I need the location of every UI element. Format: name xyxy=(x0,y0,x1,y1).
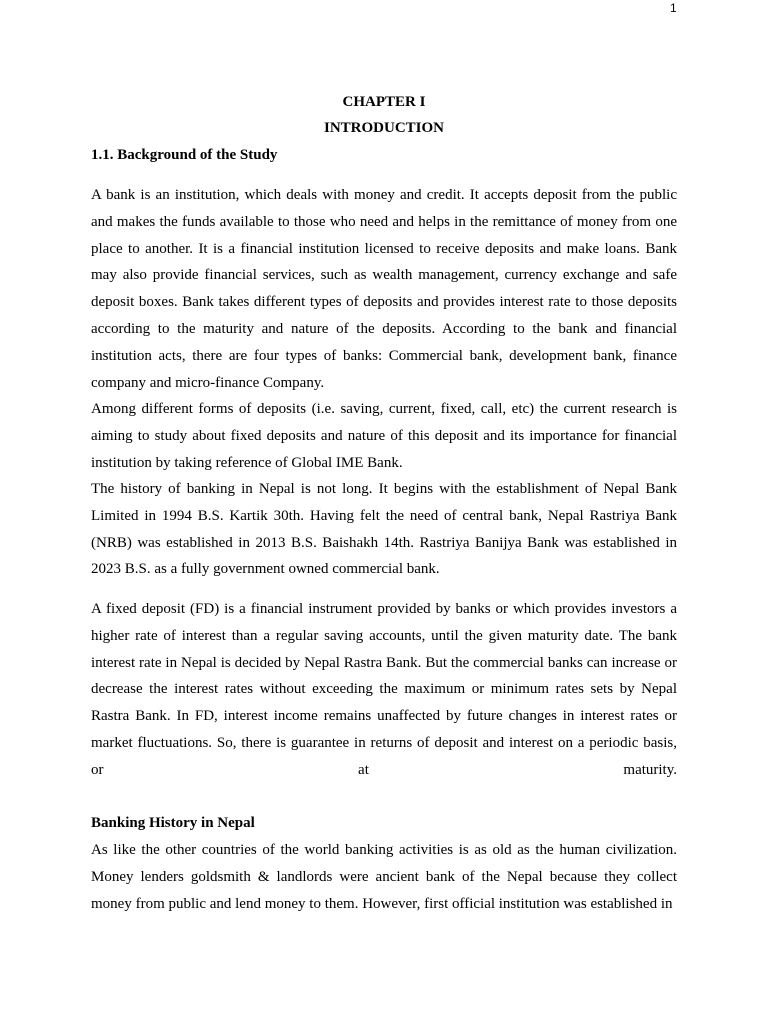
section-heading: 1.1. Background of the Study xyxy=(91,147,278,163)
paragraph-bank-definition: A bank is an institution, which deals with money and credit. It accepts deposit from the public and makes the funds available to those who need and helps in the remittance of money from one place to another. It is a financial institution licensed to receive deposits and make loans. Bank may also provide financial services, such as wealth management, currency exchange and safe deposit boxes. Bank takes different types of deposits and provides interest rate to those deposits according to the maturity and nature of the deposits. According to the bank and financial institution acts, there are four types of banks: Commercial bank, development bank, finance company and micro-finance Company. xyxy=(91,187,677,391)
paragraph-banking-history-overview: The history of banking in Nepal is not long. It begins with the establishment of Nepal Bank Limited in 1994 B.S. Kartik 30th. Having felt the need of central bank, Nepal Rastriya Bank (NRB) was established in 2013 B.S. Baishakh 14th. Rastriya Banijya Bank was established in 2023 B.S. as a fully government owned commercial bank. xyxy=(91,481,677,578)
paragraph-deposit-forms: Among different forms of deposits (i.e. saving, current, fixed, call, etc) the current research is aiming to study about fixed deposits and nature of this deposit and its importance for financial institution by taking reference of Global IME Bank. xyxy=(91,401,677,471)
page-number: 1 xyxy=(670,1,677,15)
banking-history-heading: Banking History in Nepal xyxy=(91,815,255,831)
chapter-title: INTRODUCTION xyxy=(323,120,444,136)
chapter-label: CHAPTER I xyxy=(342,94,426,110)
paragraph-fixed-deposit: A fixed deposit (FD) is a financial instrument provided by banks or which provides investors a higher rate of interest than a regular saving accounts, until the given maturity date. The bank interest rate in Nepal is decided by Nepal Rastra Bank. But the commercial banks can increase or decrease the interest rates without exceeding the maximum or minimum rates sets by Nepal Rastra Bank. In FD, interest income remains unaffected by future changes in interest rates or market fluctuations. So, there is guarantee in returns of deposit and interest on a periodic basis, or at maturity. xyxy=(91,601,677,778)
paragraph-banking-history-nepal: As like the other countries of the world banking activities is as old as the human civilization. Money lenders goldsmith & landlords were ancient bank of the Nepal because they collect money from public and lend money to them. However, first official institution was established in xyxy=(91,842,677,912)
